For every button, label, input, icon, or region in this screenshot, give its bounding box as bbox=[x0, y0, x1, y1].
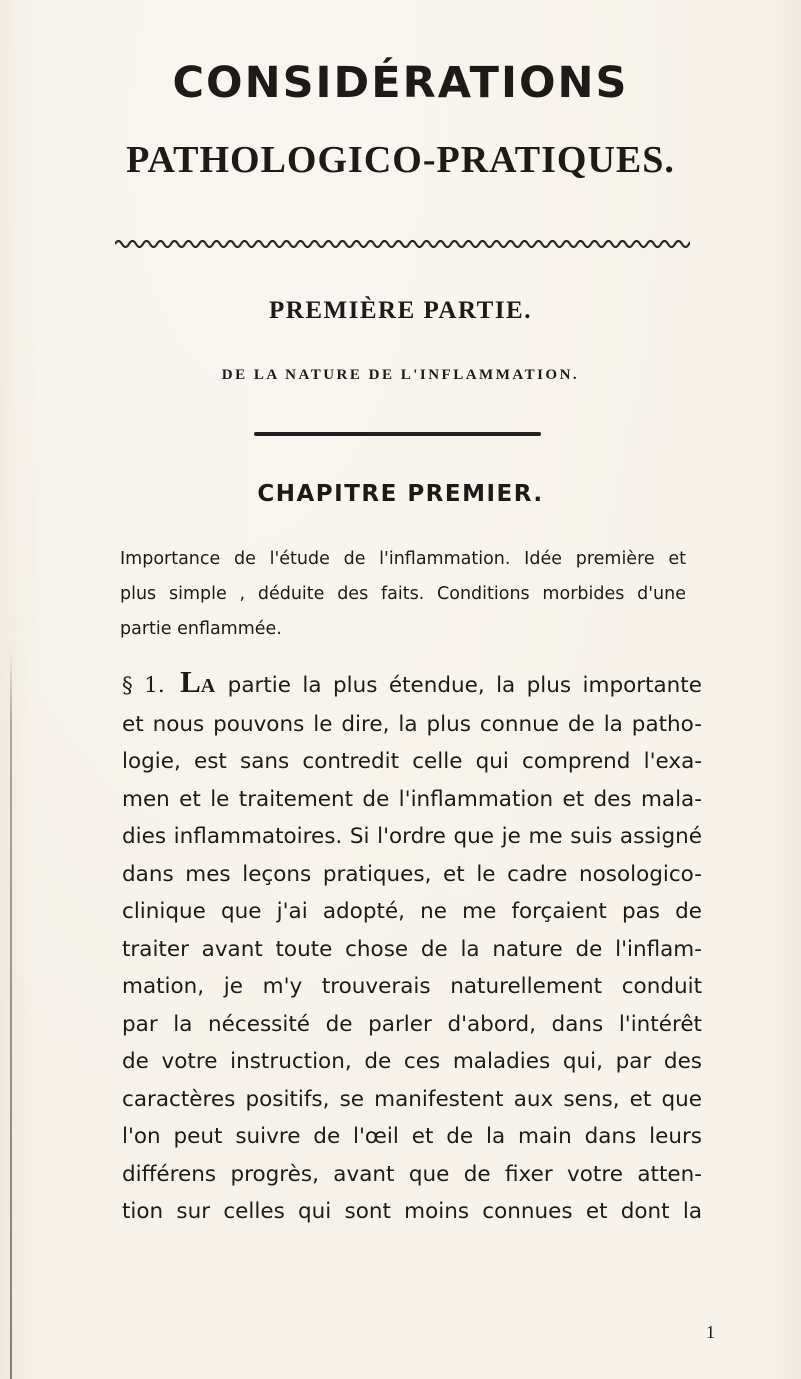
paragraph-line: men et le traitement de l'inflammation et des mala- bbox=[122, 786, 702, 812]
page-title: CONSIDÉRATIONS bbox=[172, 58, 629, 108]
paragraph-line: clinique que j'ai adopté, ne me forçaient pas de bbox=[122, 899, 702, 924]
binding-shadow bbox=[10, 650, 12, 1379]
summary-line: plus simple , déduite des faits. Conditions morbides d'une bbox=[120, 584, 686, 604]
page-subtitle: PATHOLOGICO-PRATIQUES. bbox=[126, 139, 675, 181]
chapter-title: CHAPITRE PREMIER. bbox=[257, 481, 544, 507]
paragraph-line: l'on peut suivre de l'œil et de la main dans leurs bbox=[122, 1124, 702, 1149]
paragraph-first-line bbox=[122, 663, 702, 706]
section-divider-rule bbox=[254, 432, 541, 436]
part-subtitle: DE LA NATURE DE L'INFLAMMATION. bbox=[221, 367, 580, 383]
part-title: PREMIÈRE PARTIE. bbox=[269, 297, 532, 324]
paragraph-line: de votre instruction, de ces maladies qui, par des bbox=[122, 1049, 702, 1074]
paragraph-line: logie, est sans contredit celle qui comprend l'exa- bbox=[122, 749, 702, 774]
paragraph-line: par la nécessité de parler d'abord, dans l'intérêt bbox=[122, 1011, 702, 1037]
paragraph-line: différens progrès, avant que de fixer votre atten- bbox=[122, 1161, 702, 1187]
paragraph-line: caractères positifs, se manifestent aux sens, et que bbox=[122, 1086, 702, 1112]
paragraph-line: dies inflammatoires. Si l'ordre que je me suis assigné bbox=[122, 824, 702, 849]
ornamental-wavy-rule bbox=[115, 237, 690, 251]
paragraph-line-text: partie la plus étendue, la plus importante bbox=[227, 673, 702, 698]
gathering-signature: 1 bbox=[706, 1322, 715, 1342]
paragraph-line: traiter avant toute chose de la nature de l'inflam- bbox=[122, 936, 702, 962]
body-paragraph bbox=[122, 663, 702, 1231]
paragraph-line: mation, je m'y trouverais naturellement conduit bbox=[122, 974, 702, 999]
paragraph-line: tion sur celles qui sont moins connues et dont la bbox=[122, 1199, 702, 1224]
paragraph-line: dans mes leçons pratiques, et le cadre nosologico- bbox=[122, 861, 702, 887]
summary-line: Importance de l'étude de l'inflammation. Idée première et bbox=[120, 549, 686, 569]
paragraph-line: et nous pouvons le dire, la plus connue de la patho- bbox=[122, 711, 702, 737]
paragraph-mark: § 1. bbox=[122, 673, 165, 698]
summary-line: partie enflammée. bbox=[120, 619, 282, 639]
small-cap: A bbox=[200, 675, 217, 697]
chapter-summary bbox=[120, 542, 686, 647]
drop-cap: L bbox=[180, 664, 201, 699]
